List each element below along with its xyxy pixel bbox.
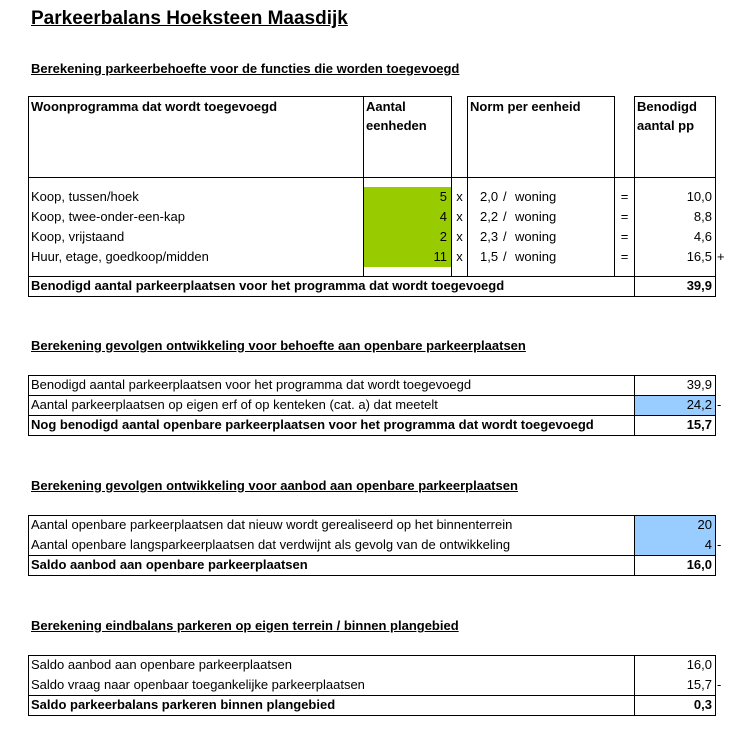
col-needed-header-2: aantal pp [637, 118, 695, 133]
norm-value: 1,5 [480, 249, 499, 264]
section4-heading: Berekening eindbalans parkeren op eigen terrein / binnen plangebied [31, 618, 459, 633]
units-value[interactable]: 4 [439, 209, 447, 224]
section1-total-value: 39,9 [686, 278, 712, 293]
table-row-label: Aantal openbare parkeerplaatsen dat nieuw wordt gerealiseerd op het binnenterrein [31, 517, 513, 532]
result-value: 4,6 [693, 229, 712, 244]
row-value[interactable]: 24,2 [686, 397, 712, 412]
equals-sign: = [620, 209, 629, 224]
multiply-sign: x [456, 189, 463, 204]
col-needed-header-1: Benodigd [637, 99, 697, 114]
col-units-header-2: eenheden [366, 118, 427, 133]
norm-unit: woning [515, 189, 557, 204]
table-row-label: Huur, etage, goedkoop/midden [31, 249, 209, 264]
norm-value: 2,0 [480, 189, 499, 204]
section1-total-label: Benodigd aantal parkeerplaatsen voor het programma dat wordt toegevoegd [31, 278, 505, 293]
units-value[interactable]: 2 [439, 229, 447, 244]
section2-total-label: Nog benodigd aantal openbare parkeerplaatsen voor het programma dat wordt toegevoegd [31, 417, 594, 432]
table-row-label: Koop, tussen/hoek [31, 189, 139, 204]
result-value: 16,5 [686, 249, 712, 264]
result-value: 8,8 [693, 209, 712, 224]
table-row-label: Saldo aanbod aan openbare parkeerplaatsen [31, 657, 292, 672]
col-units-header-1: Aantal [366, 99, 406, 114]
table-row-label: Benodigd aantal parkeerplaatsen voor het programma dat wordt toegevoegd [31, 377, 472, 392]
row-value: 16,0 [686, 657, 712, 672]
section1-heading: Berekening parkeerbehoefte voor de functies die worden toegevoegd [31, 61, 460, 76]
equals-sign: = [620, 189, 629, 204]
operator-mark: - [717, 397, 722, 412]
row-value: 15,7 [686, 677, 712, 692]
operator-mark: - [717, 677, 722, 692]
table-row-label: Aantal parkeerplaatsen op eigen erf of op kenteken (cat. a) dat meetelt [31, 397, 438, 412]
section3-total-value: 16,0 [686, 557, 712, 572]
norm-unit: woning [515, 209, 557, 224]
section4-total-value: 0,3 [693, 697, 712, 712]
col-norm-header: Norm per eenheid [470, 99, 581, 114]
norm-slash: / [503, 229, 507, 244]
table-row-label: Saldo vraag naar openbaar toegankelijke parkeerplaatsen [31, 677, 365, 692]
table-row-label: Aantal openbare langsparkeerplaatsen dat verdwijnt als gevolg van de ontwikkeling [31, 537, 511, 552]
section3-heading: Berekening gevolgen ontwikkeling voor aanbod aan openbare parkeerplaatsen [31, 478, 518, 493]
section3-total-label: Saldo aanbod aan openbare parkeerplaatsen [31, 557, 308, 572]
page-title: Parkeerbalans Hoeksteen Maasdijk [31, 8, 348, 29]
equals-sign: = [620, 249, 629, 264]
norm-unit: woning [515, 249, 557, 264]
multiply-sign: x [456, 209, 463, 224]
norm-value: 2,3 [480, 229, 499, 244]
norm-slash: / [503, 189, 507, 204]
result-value: 10,0 [686, 189, 712, 204]
row-value[interactable]: 20 [697, 517, 712, 532]
section4-total-label: Saldo parkeerbalans parkeren binnen plangebied [31, 697, 336, 712]
operator-mark: - [717, 537, 722, 552]
multiply-sign: x [456, 229, 463, 244]
operator-mark: + [717, 249, 725, 264]
norm-value: 2,2 [480, 209, 499, 224]
units-value[interactable]: 11 [433, 249, 447, 264]
row-value: 39,9 [686, 377, 712, 392]
multiply-sign: x [456, 249, 463, 264]
norm-slash: / [503, 249, 507, 264]
table-row-label: Koop, twee-onder-een-kap [31, 209, 185, 224]
section2-heading: Berekening gevolgen ontwikkeling voor behoefte aan openbare parkeerplaatsen [31, 338, 526, 353]
norm-slash: / [503, 209, 507, 224]
units-value[interactable]: 5 [439, 189, 447, 204]
section2-total-value: 15,7 [686, 417, 712, 432]
table-row-label: Koop, vrijstaand [31, 229, 125, 244]
equals-sign: = [620, 229, 629, 244]
norm-unit: woning [515, 229, 557, 244]
row-value[interactable]: 4 [704, 537, 712, 552]
col-program-header: Woonprogramma dat wordt toegevoegd [31, 99, 278, 114]
